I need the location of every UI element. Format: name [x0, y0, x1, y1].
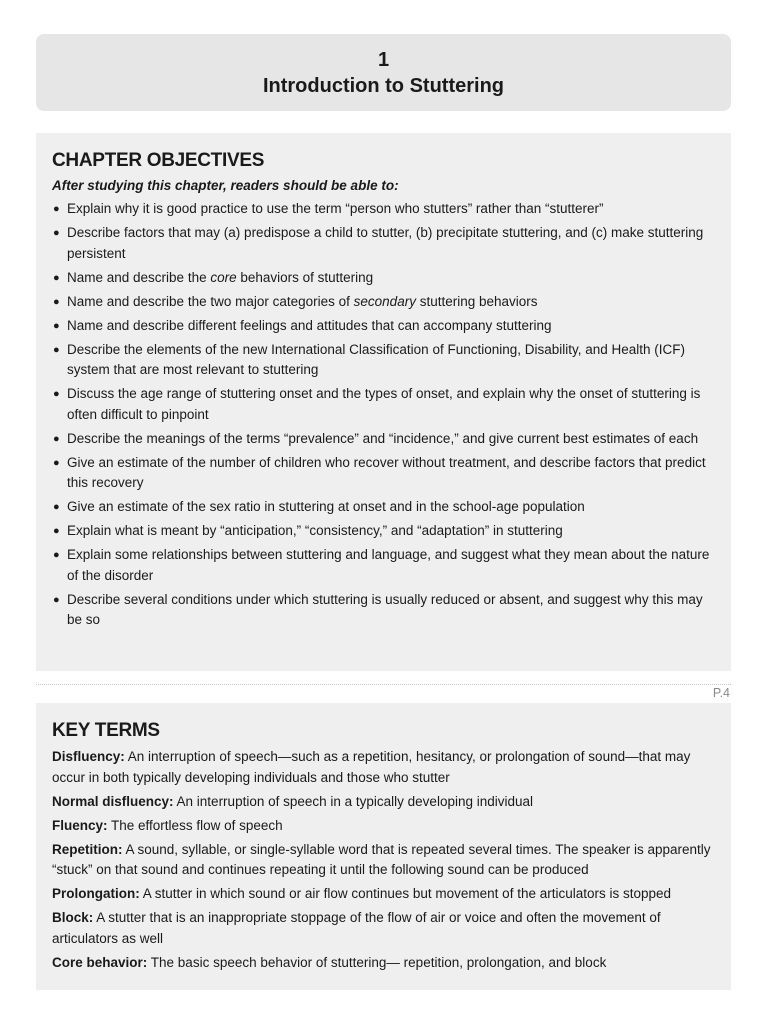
term-definition: An interruption of speech—such as a repetition, hesitancy, or prolongation of sound—that may occur in both typically developing individuals and those who stutter — [52, 749, 691, 785]
key-term — [52, 953, 715, 974]
bullet-icon: ● — [53, 593, 60, 606]
key-term — [52, 747, 715, 788]
objective-item: ● Name and describe different feelings and attitudes that can accompany stuttering — [52, 316, 715, 337]
term-name: Fluency: — [52, 817, 108, 833]
page-number: P.4 — [712, 686, 730, 700]
term-name: Disfluency: — [52, 749, 125, 764]
key-term — [52, 816, 715, 837]
key-terms-heading: KEY TERMS — [52, 720, 160, 741]
objective-item: ● Explain what is meant by “anticipation,” “consistency,” and “adaptation” in stuttering — [52, 521, 715, 542]
objective-item: ● Explain some relationships between stuttering and language, and suggest what they mean about the nature of the disorder — [53, 547, 710, 583]
chapter-title: Introduction to Stuttering — [262, 75, 505, 97]
objectives-intro: After studying this chapter, readers should be able to: — [52, 178, 399, 193]
term-name: Repetition: — [52, 841, 123, 857]
objectives-list — [52, 199, 715, 631]
bullet-icon: ● — [53, 456, 60, 469]
bullet-icon: ● — [53, 203, 60, 215]
bullet-icon: ● — [53, 227, 60, 239]
objective-item: ● Name and describe the core behaviors of stuttering — [52, 268, 715, 289]
bullet-icon: ● — [53, 319, 60, 332]
objective-item: ● Describe the elements of the new International Classification of Functioning, Disability, and Health (ICF) system that are most relevant to stuttering — [53, 341, 686, 377]
chapter-number: 1 — [377, 49, 390, 71]
objectives-heading: CHAPTER OBJECTIVES — [52, 150, 265, 171]
objective-item: ● Discuss the age range of stuttering onset and the types of onset, and explain why the onset of stuttering is often difficult to pinpoint — [53, 386, 701, 422]
objective-item: ● Give an estimate of the sex ratio in stuttering at onset and in the school-age population — [52, 497, 715, 518]
bullet-icon: ● — [53, 432, 60, 445]
term-name: Normal disfluency: — [52, 793, 174, 809]
term-definition: The basic speech behavior of stuttering— repetition, prolongation, and block — [147, 954, 607, 970]
term-definition: A sound, syllable, or single-syllable word that is repeated several times. The speaker is apparently “stuck” on that sound and continues repeating it until the following sound can be produced — [52, 841, 711, 877]
term-definition: An interruption of speech in a typically developing individual — [173, 793, 534, 809]
chapter-objectives-box — [36, 133, 731, 671]
page-divider — [36, 684, 731, 685]
objective-item: ● Name and describe the two major categories of secondary stuttering behaviors — [52, 292, 715, 313]
objective-item: ● Explain why it is good practice to use the term “person who stutters” rather than “stutterer” — [52, 199, 715, 220]
bullet-icon: ● — [53, 549, 60, 561]
term-definition: The effortless flow of speech — [107, 817, 283, 833]
term-definition: A stutter in which sound or air flow continues but movement of the articulators is stopped — [139, 886, 672, 901]
chapter-header — [36, 34, 731, 111]
bullet-icon: ● — [53, 295, 60, 308]
objective-item: ● Describe the meanings of the terms “prevalence” and “incidence,” and give current best estimates of each — [52, 429, 715, 450]
bullet-icon: ● — [53, 271, 60, 284]
key-term — [52, 884, 715, 905]
bullet-icon: ● — [53, 388, 60, 400]
bullet-icon: ● — [53, 343, 60, 356]
key-term — [52, 792, 715, 813]
term-name: Prolongation: — [52, 886, 140, 901]
objective-item: ● Give an estimate of the number of children who recover without treatment, and describe factors that predict this recovery — [53, 454, 706, 490]
bullet-icon: ● — [53, 501, 60, 513]
key-terms-box — [36, 703, 731, 990]
term-name: Core behavior: — [52, 954, 148, 970]
objective-item: ● Describe several conditions under which stuttering is usually reduced or absent, and suggest why this may be so — [53, 591, 703, 627]
key-term — [52, 908, 715, 949]
term-name: Block: — [52, 910, 94, 925]
bullet-icon: ● — [53, 525, 60, 537]
key-term — [52, 840, 715, 881]
term-definition: A stutter that is an inappropriate stoppage of the flow of air or voice and often the movement of articulators as well — [52, 910, 661, 946]
objective-item: ● Describe factors that may (a) predispose a child to stutter, (b) precipitate stuttering, and (c) make stuttering persistent — [53, 225, 704, 261]
